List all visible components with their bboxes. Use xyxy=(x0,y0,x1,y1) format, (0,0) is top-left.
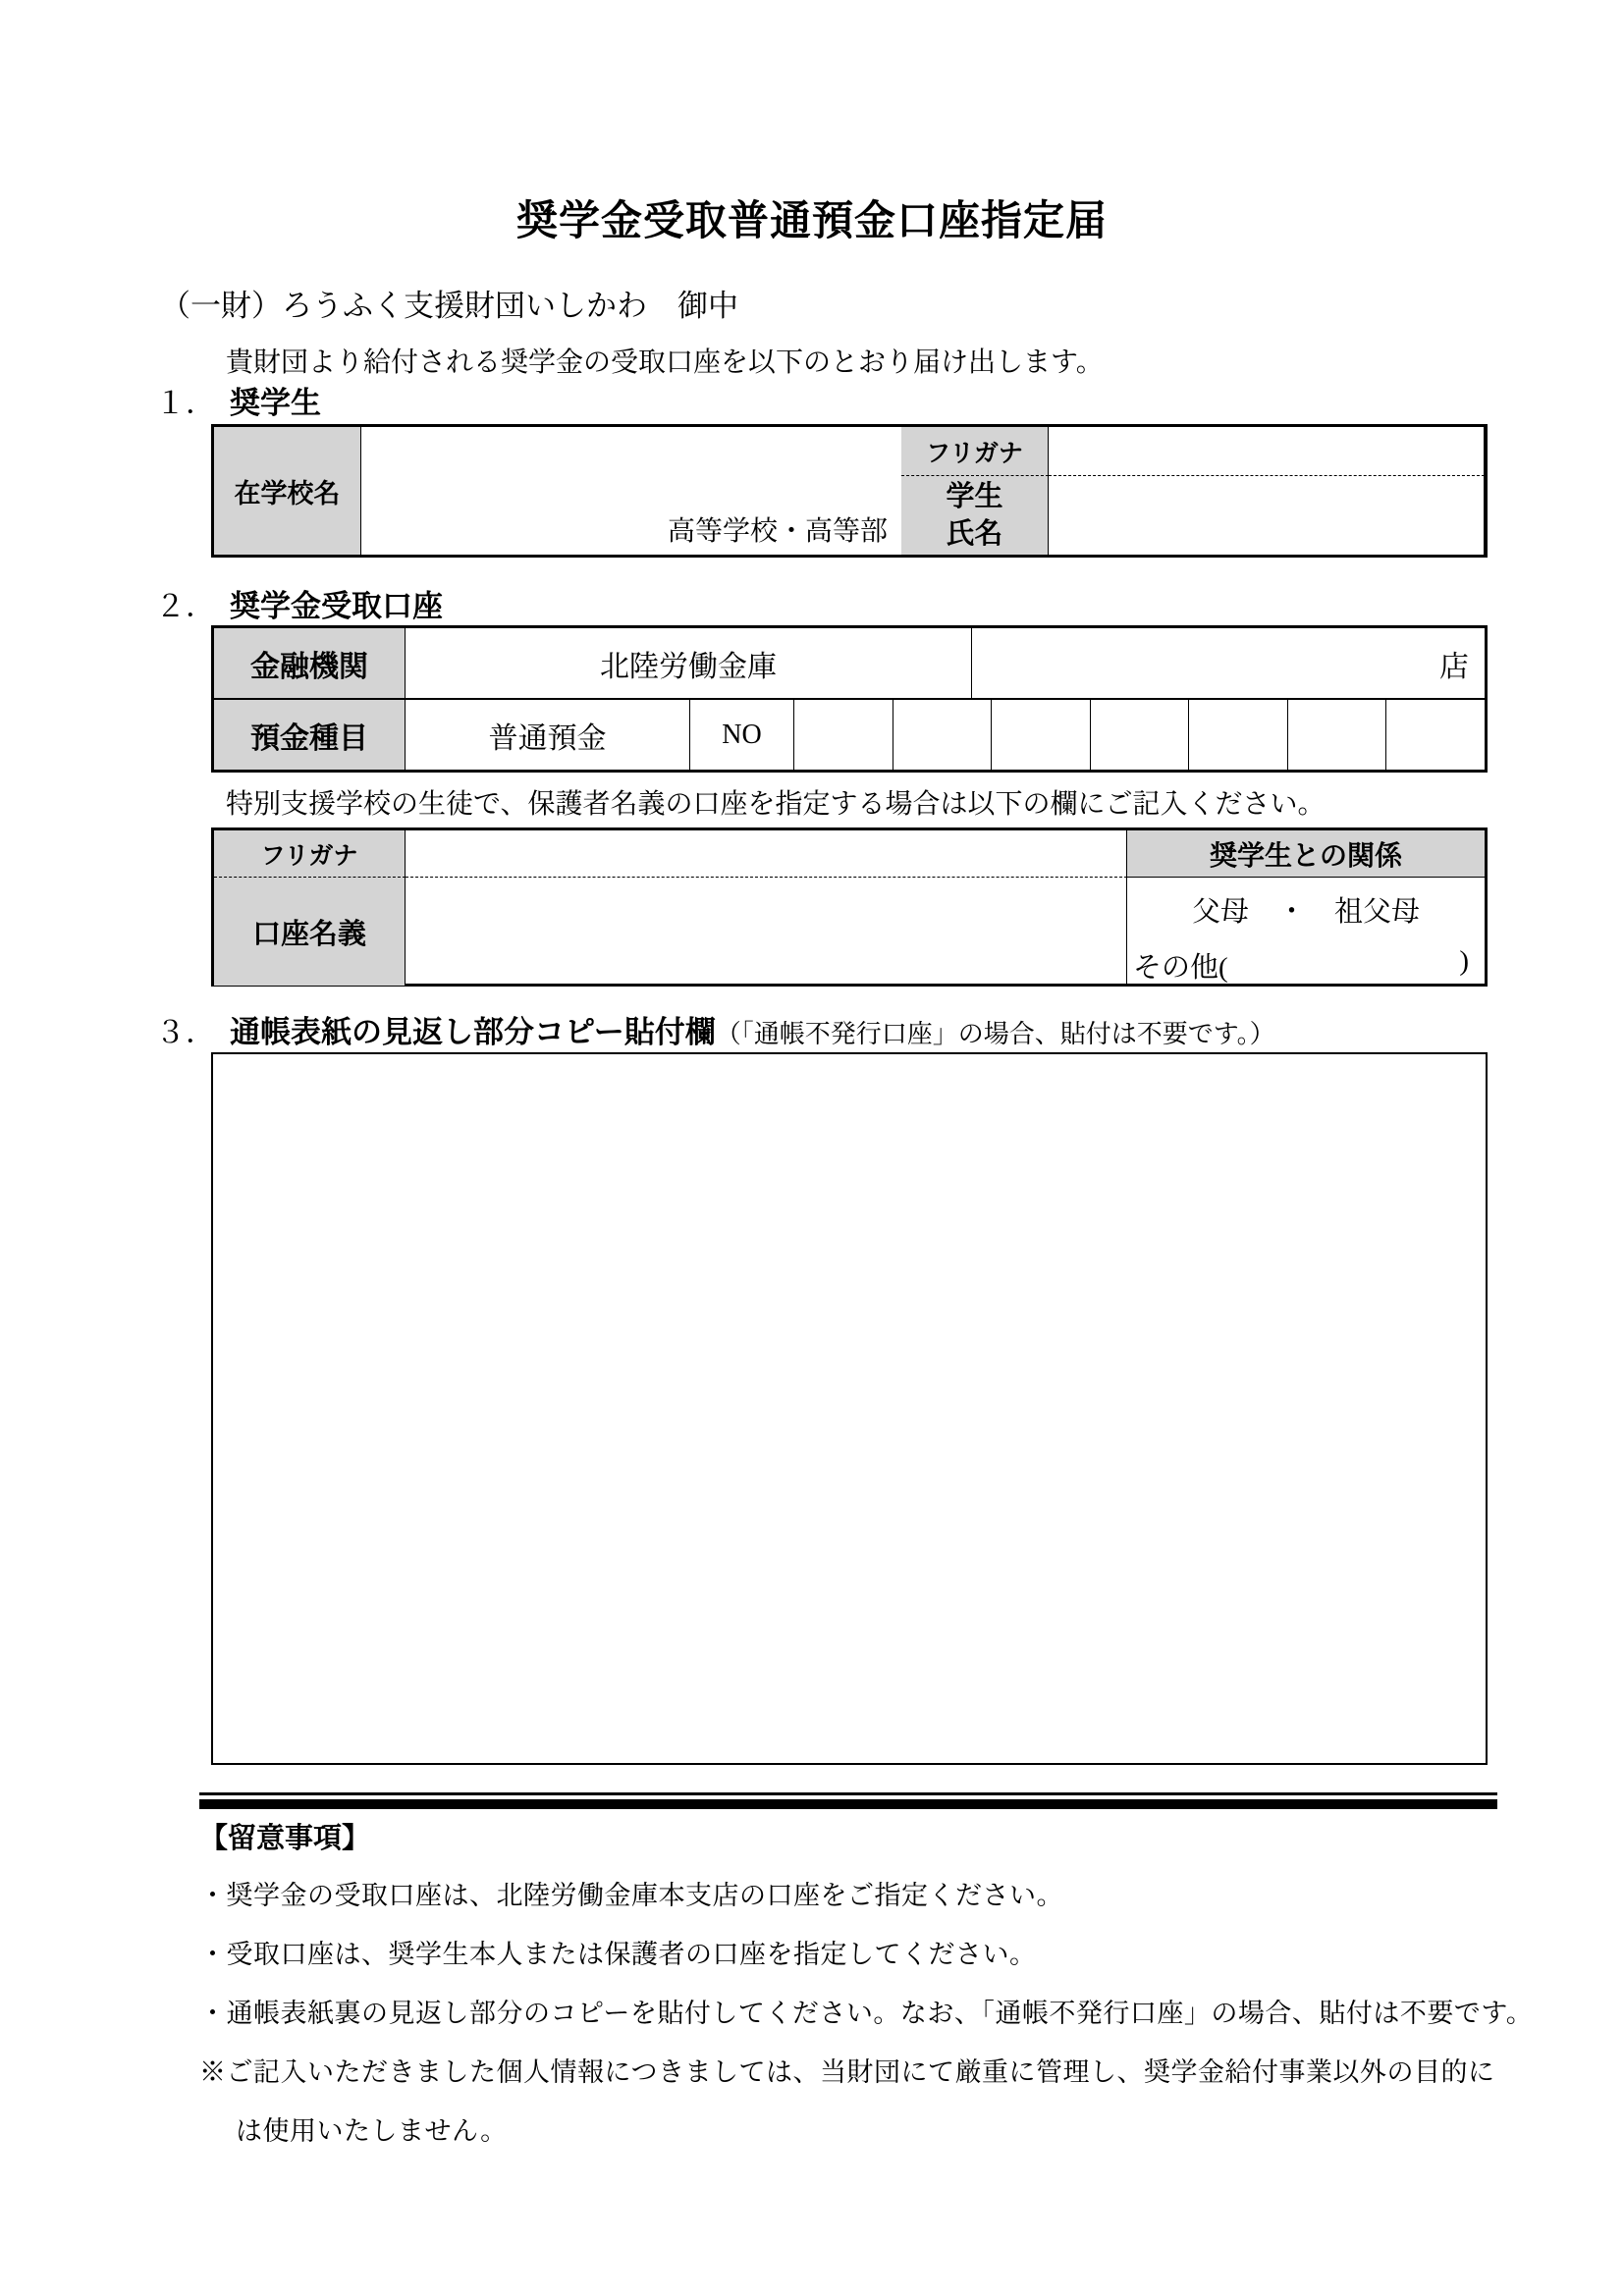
guardian-table xyxy=(211,828,1488,987)
bank-label: 金融機関 xyxy=(214,628,406,698)
bank-name-value: 北陸労働金庫 xyxy=(406,628,972,698)
branch-name-input[interactable] xyxy=(972,628,1485,698)
section-1-number: １． xyxy=(155,386,216,420)
section-3-label: 通帳表紙の見返し部分コピー貼付欄 xyxy=(230,1015,716,1049)
relation-options xyxy=(1127,878,1485,986)
holder-name-input[interactable] xyxy=(406,878,1127,986)
notes-heading: 【留意事項】 xyxy=(199,1823,371,1854)
student-furigana-label: フリガナ xyxy=(901,427,1049,476)
addressee-line: （一財）ろうふく支援財団いしかわ 御中 xyxy=(160,289,738,323)
passbook-paste-box[interactable] xyxy=(211,1052,1488,1765)
student-name-label: 学生 氏名 xyxy=(901,476,1049,555)
account-digit-cell[interactable] xyxy=(991,700,1090,770)
note-item: ・奨学金の受取口座は、北陸労働金庫本支店の口座をご指定ください。 xyxy=(199,1881,1063,1910)
account-digit-cell[interactable] xyxy=(1090,700,1189,770)
section-2-heading xyxy=(155,581,443,625)
bank-row xyxy=(214,628,1485,700)
school-suffix-label: 高等学校・高等部 xyxy=(667,516,888,547)
note-item: ・受取口座は、奨学生本人または保護者の口座を指定してください。 xyxy=(199,1940,1037,1969)
other-blank-input[interactable] xyxy=(1228,945,1460,986)
relation-option-other xyxy=(1127,945,1485,986)
other-open-label: その他( xyxy=(1133,952,1228,984)
double-rule-divider xyxy=(199,1792,1497,1809)
guardian-note: 特別支援学校の生徒で、保護者名義の口座を指定する場合は以下の欄にご記入ください。 xyxy=(226,789,1326,820)
account-digit-cell[interactable] xyxy=(893,700,992,770)
account-digit-cell[interactable] xyxy=(1287,700,1386,770)
note-item: ※ご記入いただきました個人情報につきましては、当財団にて厳重に管理し、奨学金給付事業以外の目的に xyxy=(199,2057,1495,2087)
student-furigana-input[interactable] xyxy=(1049,427,1485,476)
account-digit-cell[interactable] xyxy=(1385,700,1485,770)
notes-section xyxy=(199,1816,1535,2174)
guardian-furigana-input[interactable] xyxy=(406,830,1127,878)
section-2-number: ２． xyxy=(155,589,216,623)
school-name-label: 在学校名 xyxy=(214,427,361,555)
school-name-input[interactable] xyxy=(361,427,901,555)
deposit-type-label: 預金種目 xyxy=(214,700,406,770)
section-3-number: ３． xyxy=(155,1015,216,1049)
account-digit-cell[interactable] xyxy=(793,700,893,770)
account-digit-cell[interactable] xyxy=(1188,700,1287,770)
branch-suffix-label: 店 xyxy=(1439,650,1469,683)
account-no-label: NO xyxy=(722,719,762,750)
section-1-heading xyxy=(155,378,321,422)
page-title: 奨学金受取普通預金口座指定届 xyxy=(515,197,1108,243)
holder-label: 口座名義 xyxy=(214,878,406,986)
account-number-cells xyxy=(793,700,1485,770)
student-name-input[interactable] xyxy=(1049,476,1485,555)
intro-line: 貴財団より給付される奨学金の受取口座を以下のとおり届け出します。 xyxy=(226,347,1104,378)
note-item: は使用いたしません。 xyxy=(236,2116,508,2146)
other-close-label: ) xyxy=(1459,945,1469,977)
student-table xyxy=(211,424,1488,558)
section-1-label: 奨学生 xyxy=(230,386,321,420)
account-table xyxy=(211,625,1488,773)
section-3-note: （「通帳不発行口座」の場合、貼付は不要です。） xyxy=(715,1020,1275,1048)
guardian-furigana-label: フリガナ xyxy=(214,830,406,878)
note-item: ・通帳表紙裏の見返し部分のコピーを貼付してください。なお、「通帳不発行口座」の場合、貼付は不要です。 xyxy=(199,1999,1534,2028)
section-3-heading xyxy=(155,1007,1275,1051)
deposit-row xyxy=(214,700,1485,770)
relation-option-parents: 父母 ・ 祖父母 xyxy=(1191,896,1420,928)
section-2-label: 奨学金受取口座 xyxy=(230,589,443,623)
relation-header: 奨学生との関係 xyxy=(1127,830,1485,878)
deposit-type-value: 普通預金 xyxy=(406,700,690,770)
